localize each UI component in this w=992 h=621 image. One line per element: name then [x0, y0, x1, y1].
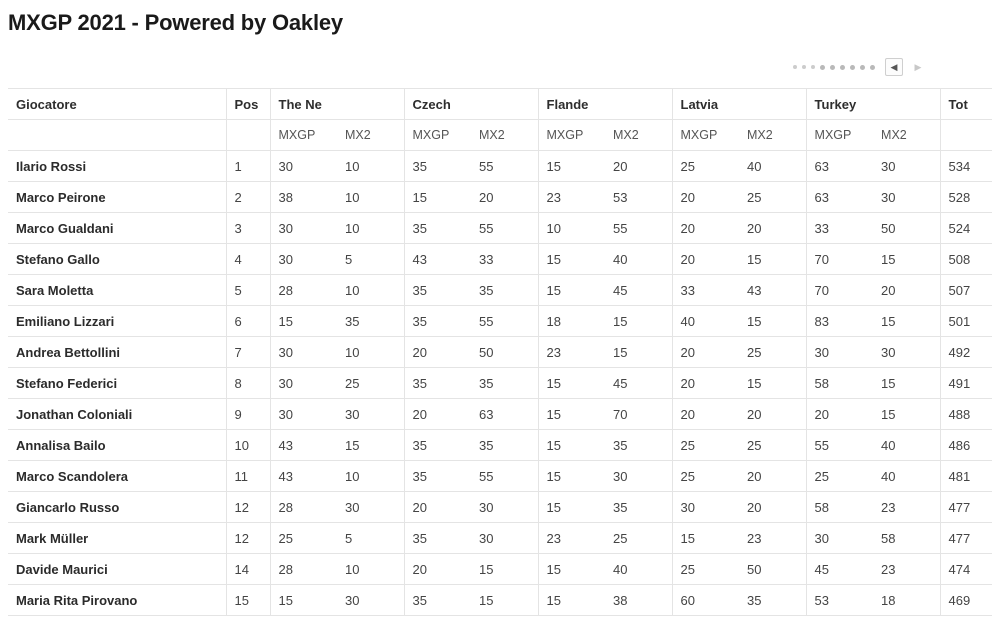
cell-total: 507 — [940, 275, 992, 306]
cell-score: 10 — [337, 275, 404, 306]
pagination-dot[interactable] — [840, 65, 845, 70]
cell-total: 477 — [940, 523, 992, 554]
cell-score: 15 — [538, 399, 605, 430]
cell-score: 15 — [538, 430, 605, 461]
cell-total: 491 — [940, 368, 992, 399]
cell-score: 28 — [270, 275, 337, 306]
cell-score: 20 — [739, 461, 806, 492]
standings-table — [8, 88, 992, 616]
cell-total: 486 — [940, 430, 992, 461]
cell-pos: 15 — [226, 585, 270, 616]
table-row[interactable] — [8, 182, 992, 213]
cell-score: 30 — [672, 492, 739, 523]
cell-score: 20 — [404, 492, 471, 523]
cell-score: 35 — [471, 368, 538, 399]
cell-pos: 3 — [226, 213, 270, 244]
table-row[interactable] — [8, 306, 992, 337]
cell-score: 15 — [873, 368, 940, 399]
cell-score: 70 — [806, 275, 873, 306]
header-event-turkey[interactable]: Turkey — [806, 89, 940, 120]
cell-score: 15 — [739, 306, 806, 337]
cell-score: 50 — [873, 213, 940, 244]
table-row[interactable] — [8, 399, 992, 430]
subheader-turkey-mx2: MX2 — [873, 120, 940, 151]
cell-total: 492 — [940, 337, 992, 368]
table-row[interactable] — [8, 213, 992, 244]
cell-total: 481 — [940, 461, 992, 492]
cell-score: 38 — [605, 585, 672, 616]
cell-score: 60 — [672, 585, 739, 616]
cell-score: 30 — [270, 244, 337, 275]
cell-player: Mark Müller — [8, 523, 226, 554]
subheader-the-ne-mx2: MX2 — [337, 120, 404, 151]
cell-score: 35 — [404, 430, 471, 461]
cell-pos: 1 — [226, 151, 270, 182]
cell-player: Emiliano Lizzari — [8, 306, 226, 337]
table-row[interactable] — [8, 151, 992, 182]
cell-pos: 5 — [226, 275, 270, 306]
subheader-latvia-mxgp: MXGP — [672, 120, 739, 151]
table-body — [8, 151, 992, 616]
header-event-latvia[interactable]: Latvia — [672, 89, 806, 120]
cell-score: 18 — [538, 306, 605, 337]
cell-score: 40 — [739, 151, 806, 182]
cell-score: 43 — [739, 275, 806, 306]
cell-pos: 10 — [226, 430, 270, 461]
table-row[interactable] — [8, 275, 992, 306]
pagination-prev-icon[interactable]: ◀ — [885, 58, 903, 76]
cell-score: 15 — [538, 585, 605, 616]
cell-score: 30 — [806, 523, 873, 554]
cell-score: 23 — [538, 182, 605, 213]
cell-score: 30 — [270, 368, 337, 399]
cell-score: 10 — [337, 182, 404, 213]
cell-score: 20 — [404, 399, 471, 430]
header-event-czech[interactable]: Czech — [404, 89, 538, 120]
cell-score: 20 — [404, 554, 471, 585]
cell-score: 35 — [404, 213, 471, 244]
cell-score: 30 — [270, 213, 337, 244]
table-row[interactable] — [8, 554, 992, 585]
cell-score: 35 — [605, 492, 672, 523]
cell-score: 10 — [538, 213, 605, 244]
cell-score: 30 — [471, 523, 538, 554]
cell-score: 20 — [739, 213, 806, 244]
table-row[interactable] — [8, 368, 992, 399]
cell-score: 30 — [471, 492, 538, 523]
cell-score: 15 — [605, 306, 672, 337]
cell-score: 25 — [739, 337, 806, 368]
cell-total: 524 — [940, 213, 992, 244]
cell-score: 15 — [605, 337, 672, 368]
cell-score: 70 — [806, 244, 873, 275]
cell-total: 528 — [940, 182, 992, 213]
cell-score: 33 — [672, 275, 739, 306]
cell-score: 15 — [873, 399, 940, 430]
standings-table-container — [8, 88, 971, 616]
cell-score: 30 — [873, 151, 940, 182]
cell-score: 15 — [739, 368, 806, 399]
cell-score: 10 — [337, 461, 404, 492]
cell-score: 55 — [471, 151, 538, 182]
cell-score: 10 — [337, 554, 404, 585]
cell-score: 20 — [672, 337, 739, 368]
cell-score: 55 — [471, 461, 538, 492]
cell-score: 35 — [404, 151, 471, 182]
pagination-dot[interactable] — [860, 65, 865, 70]
cell-score: 35 — [404, 306, 471, 337]
cell-score: 43 — [404, 244, 471, 275]
pagination-dot[interactable] — [793, 65, 797, 69]
cell-player: Sara Moletta — [8, 275, 226, 306]
cell-score: 35 — [404, 275, 471, 306]
cell-player: Annalisa Bailo — [8, 430, 226, 461]
cell-score: 63 — [806, 151, 873, 182]
cell-score: 5 — [337, 244, 404, 275]
cell-score: 30 — [337, 585, 404, 616]
cell-score: 23 — [538, 523, 605, 554]
cell-total: 474 — [940, 554, 992, 585]
pagination-next-icon[interactable]: ▶ — [914, 62, 922, 72]
cell-score: 30 — [806, 337, 873, 368]
cell-score: 30 — [337, 492, 404, 523]
cell-score: 50 — [739, 554, 806, 585]
cell-pos: 12 — [226, 492, 270, 523]
cell-score: 20 — [605, 151, 672, 182]
cell-score: 35 — [337, 306, 404, 337]
subheader-czech-mxgp: MXGP — [404, 120, 471, 151]
cell-score: 40 — [873, 430, 940, 461]
cell-score: 15 — [471, 554, 538, 585]
cell-score: 20 — [806, 399, 873, 430]
cell-score: 33 — [471, 244, 538, 275]
cell-pos: 12 — [226, 523, 270, 554]
cell-score: 20 — [739, 399, 806, 430]
cell-score: 53 — [605, 182, 672, 213]
cell-score: 25 — [672, 461, 739, 492]
cell-score: 15 — [739, 244, 806, 275]
cell-score: 25 — [270, 523, 337, 554]
cell-pos: 7 — [226, 337, 270, 368]
cell-score: 35 — [471, 275, 538, 306]
cell-score: 40 — [605, 554, 672, 585]
cell-score: 20 — [739, 492, 806, 523]
pagination-dot[interactable] — [820, 65, 825, 70]
cell-score: 30 — [270, 151, 337, 182]
cell-pos: 14 — [226, 554, 270, 585]
cell-score: 30 — [270, 337, 337, 368]
cell-score: 35 — [605, 430, 672, 461]
cell-score: 55 — [605, 213, 672, 244]
cell-score: 30 — [873, 182, 940, 213]
cell-score: 20 — [672, 368, 739, 399]
cell-score: 58 — [806, 368, 873, 399]
cell-score: 20 — [672, 244, 739, 275]
cell-player: Ilario Rossi — [8, 151, 226, 182]
cell-score: 45 — [605, 368, 672, 399]
cell-player: Andrea Bettollini — [8, 337, 226, 368]
page-title: MXGP 2021 - Powered by Oakley — [8, 10, 343, 35]
cell-player: Stefano Gallo — [8, 244, 226, 275]
cell-score: 10 — [337, 337, 404, 368]
cell-score: 25 — [739, 182, 806, 213]
cell-score: 15 — [538, 151, 605, 182]
subheader-flande-mxgp: MXGP — [538, 120, 605, 151]
pagination-dot[interactable] — [830, 65, 835, 70]
cell-player: Marco Gualdani — [8, 213, 226, 244]
cell-score: 15 — [873, 244, 940, 275]
cell-score: 20 — [672, 213, 739, 244]
cell-score: 40 — [605, 244, 672, 275]
table-row[interactable] — [8, 492, 992, 523]
cell-score: 15 — [471, 585, 538, 616]
cell-score: 30 — [270, 399, 337, 430]
header-total[interactable]: Tot — [940, 89, 992, 120]
table-head — [8, 89, 992, 151]
cell-pos: 8 — [226, 368, 270, 399]
cell-score: 43 — [270, 430, 337, 461]
cell-score: 15 — [672, 523, 739, 554]
cell-score: 53 — [806, 585, 873, 616]
cell-player: Marco Peirone — [8, 182, 226, 213]
header-event-flande[interactable]: Flande — [538, 89, 672, 120]
subheader-empty-pos — [226, 120, 270, 151]
header-player[interactable]: Giocatore — [8, 89, 226, 120]
cell-score: 45 — [605, 275, 672, 306]
cell-score: 20 — [873, 275, 940, 306]
cell-score: 23 — [873, 492, 940, 523]
cell-score: 30 — [337, 399, 404, 430]
cell-score: 55 — [806, 430, 873, 461]
cell-total: 534 — [940, 151, 992, 182]
cell-score: 63 — [806, 182, 873, 213]
cell-score: 18 — [873, 585, 940, 616]
pagination-control[interactable] — [793, 58, 927, 76]
table-subheader-row — [8, 120, 992, 151]
cell-score: 35 — [404, 461, 471, 492]
cell-score: 25 — [806, 461, 873, 492]
pagination-dots[interactable] — [793, 65, 875, 70]
cell-score: 58 — [873, 523, 940, 554]
cell-player: Marco Scandolera — [8, 461, 226, 492]
cell-score: 20 — [471, 182, 538, 213]
cell-score: 55 — [471, 306, 538, 337]
cell-score: 35 — [404, 368, 471, 399]
cell-score: 28 — [270, 492, 337, 523]
subheader-latvia-mx2: MX2 — [739, 120, 806, 151]
cell-score: 15 — [270, 306, 337, 337]
cell-player: Giancarlo Russo — [8, 492, 226, 523]
cell-score: 15 — [538, 492, 605, 523]
cell-score: 15 — [873, 306, 940, 337]
cell-score: 10 — [337, 213, 404, 244]
cell-score: 30 — [605, 461, 672, 492]
cell-score: 63 — [471, 399, 538, 430]
cell-score: 23 — [538, 337, 605, 368]
cell-score: 40 — [873, 461, 940, 492]
cell-score: 55 — [471, 213, 538, 244]
cell-score: 43 — [270, 461, 337, 492]
subheader-turkey-mxgp: MXGP — [806, 120, 873, 151]
cell-player: Maria Rita Pirovano — [8, 585, 226, 616]
cell-score: 15 — [538, 368, 605, 399]
cell-total: 477 — [940, 492, 992, 523]
cell-score: 25 — [672, 430, 739, 461]
cell-score: 30 — [873, 337, 940, 368]
cell-score: 15 — [270, 585, 337, 616]
cell-score: 15 — [404, 182, 471, 213]
table-row[interactable] — [8, 461, 992, 492]
cell-score: 15 — [337, 430, 404, 461]
header-pos[interactable]: Pos — [226, 89, 270, 120]
cell-score: 15 — [538, 554, 605, 585]
table-row[interactable] — [8, 430, 992, 461]
cell-total: 508 — [940, 244, 992, 275]
cell-pos: 4 — [226, 244, 270, 275]
cell-score: 25 — [672, 151, 739, 182]
cell-score: 23 — [739, 523, 806, 554]
table-header-row — [8, 89, 992, 120]
cell-pos: 2 — [226, 182, 270, 213]
subheader-empty-player — [8, 120, 226, 151]
cell-score: 40 — [672, 306, 739, 337]
subheader-empty-total — [940, 120, 992, 151]
cell-pos: 9 — [226, 399, 270, 430]
cell-score: 35 — [739, 585, 806, 616]
cell-score: 35 — [404, 523, 471, 554]
cell-total: 488 — [940, 399, 992, 430]
header-event-the-ne[interactable]: The Ne — [270, 89, 404, 120]
cell-score: 35 — [471, 430, 538, 461]
cell-score: 58 — [806, 492, 873, 523]
cell-score: 10 — [337, 151, 404, 182]
cell-score: 28 — [270, 554, 337, 585]
cell-score: 5 — [337, 523, 404, 554]
cell-score: 25 — [672, 554, 739, 585]
table-row[interactable] — [8, 523, 992, 554]
table-row[interactable] — [8, 244, 992, 275]
cell-score: 20 — [672, 182, 739, 213]
cell-player: Jonathan Coloniali — [8, 399, 226, 430]
cell-total: 501 — [940, 306, 992, 337]
cell-player: Stefano Federici — [8, 368, 226, 399]
cell-score: 35 — [404, 585, 471, 616]
cell-pos: 6 — [226, 306, 270, 337]
cell-pos: 11 — [226, 461, 270, 492]
cell-score: 45 — [806, 554, 873, 585]
cell-score: 50 — [471, 337, 538, 368]
subheader-flande-mx2: MX2 — [605, 120, 672, 151]
cell-score: 15 — [538, 244, 605, 275]
subheader-the-ne-mxgp: MXGP — [270, 120, 337, 151]
pagination-dot[interactable] — [802, 65, 806, 69]
pagination-dot[interactable] — [811, 65, 815, 69]
cell-score: 33 — [806, 213, 873, 244]
cell-score: 20 — [404, 337, 471, 368]
subheader-czech-mx2: MX2 — [471, 120, 538, 151]
table-row[interactable] — [8, 337, 992, 368]
cell-score: 25 — [739, 430, 806, 461]
pagination-dot[interactable] — [870, 65, 875, 70]
cell-score: 38 — [270, 182, 337, 213]
cell-score: 23 — [873, 554, 940, 585]
cell-score: 20 — [672, 399, 739, 430]
pagination-dot[interactable] — [850, 65, 855, 70]
cell-score: 25 — [605, 523, 672, 554]
cell-score: 70 — [605, 399, 672, 430]
cell-score: 83 — [806, 306, 873, 337]
cell-player: Davide Maurici — [8, 554, 226, 585]
cell-score: 15 — [538, 275, 605, 306]
cell-total: 469 — [940, 585, 992, 616]
cell-score: 25 — [337, 368, 404, 399]
table-row[interactable] — [8, 585, 992, 616]
cell-score: 15 — [538, 461, 605, 492]
